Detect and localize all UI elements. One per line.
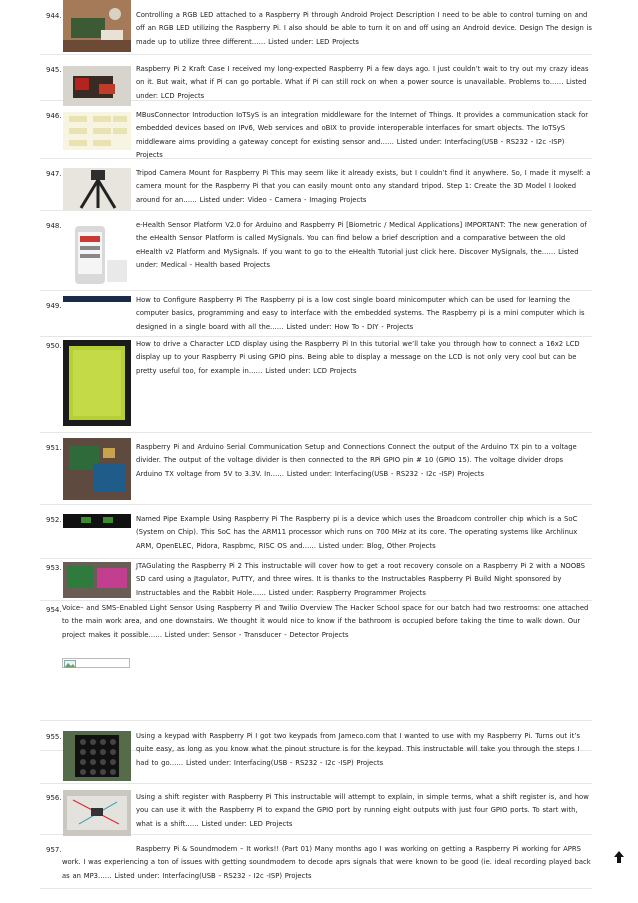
entry-description: MBusConnector Introduction IoTSyS is an integration middleware for the Internet of Things. It provides a communication stack for embedded devices based on IPv6, Web services and oBIX to provide interoperable interfaces for smart objects. The IoTSyS middleware aims providing a gateway concept for existing sensor and…… Listed under: Interfacing(USB - RS232 - I2c -ISP) Projects (136, 111, 589, 159)
thumbnail-strip[interactable] (63, 296, 131, 302)
arrow-up-icon[interactable] (614, 851, 624, 863)
entry-number: 951. (46, 444, 62, 452)
entry-number: 955. (46, 733, 62, 741)
entry-number: 948. (46, 222, 62, 230)
list-item (40, 782, 592, 835)
entry-description: Using a keypad with Raspberry Pi I got two keypads from Jameco.com that I wanted to use with my Raspberry Pi. Turns out it’s quite easy, as long as you know what the pinout structure is for the keypad. This instructable will take you through the steps I had to go…… Listed under: Interfacing(USB - RS232 - I2c -ISP) Projects (136, 732, 581, 767)
thumbnail-serial[interactable] (63, 438, 131, 500)
list-item (40, 54, 592, 101)
entry-description: Named Pipe Example Using Raspberry Pi The Raspberry pi is a device which uses the Broadcom controller chip which is a SoC (System on Chip). This SoC has the ARM11 processor which runs on 700 MHz at its core. The operating systems like Archlinux ARM, OpenELEC, Pidora, Raspbmc, RISC OS and…… Listed under: Blog, Other Projects (136, 515, 578, 550)
entry-number: 952. (46, 516, 62, 524)
list-item (40, 558, 592, 601)
list-item (40, 210, 592, 291)
entry-number: 954. (46, 606, 62, 614)
entry-description: Tripod Camera Mount for Raspberry Pi This may seem like it already exists, but I couldn’t find it anywhere. So, I made it myself: a camera mount for the Raspberry Pi that you can easily mount onto any standard tripod. Step 1: Create the 3D Model I looked around for an…… Listed under: Video - Camera - Imaging Projects (136, 169, 591, 204)
entry-description: Raspberry Pi 2 Kraft Case I received my long-expected Raspberry Pi a few days ago. I just couldn’t wait to try out my crazy ideas on it. But wait, what if Pi can go portable. What if Pi can still rock on when a power source is unavailable. Problems to…… Listed under: LCD Projects (136, 65, 589, 100)
entry-description: Controlling a RGB LED attached to a Raspberry Pi through Android Project Description I need to be able to control turning on and off an RGB LED utilizing the Raspberry Pi. I also should be able to turn it on and off using an Android device. Design The design is made up to utilize three different…… Listed under: LED Projects (136, 11, 592, 46)
thumbnail-phone[interactable] (63, 220, 131, 290)
entry-number: 950. (46, 342, 62, 350)
list-item (40, 504, 592, 559)
list-item (40, 100, 592, 159)
thumbnail-lcd[interactable] (63, 340, 131, 426)
list-item (40, 290, 592, 337)
thumbnail-pipe[interactable] (63, 514, 131, 528)
entry-description: Using a shift register with Raspberry Pi This instructable will attempt to explain, in simple terms, what a shift register is, and how you can use it with the Raspberry Pi to expand the GPIO port by running eight outputs with just four GPIO ports. To start with, what is a shift…… Listed under: LED Projects (136, 793, 589, 828)
entry-description: Voice– and SMS–Enabled Light Sensor Using Raspberry Pi and Twilio Overview The Hacker School space for our batch had two restrooms: one attached to the main work area, and one downstairs. We thought it would nice to know if the bathroom is occupied before taking the time to walk down. Our project makes it possible…… Listed under: Sensor - Transducer - Detector Projects (62, 604, 589, 639)
entry-description: How to drive a Character LCD display using the Raspberry Pi In this tutorial we’ll take you through how to connect a 16x2 LCD display up to your Raspberry Pi using GPIO pins. Being able to display a message on the LCD is not only very cool but can be pretty useful too, for example in…… Listed under: LCD Projects (136, 340, 580, 375)
thumbnail-keypad[interactable] (63, 731, 131, 781)
thumbnail-breadboard[interactable] (63, 790, 131, 836)
entry-number: 957. (46, 846, 62, 854)
entry-number: 944. (46, 12, 62, 20)
thumbnail-jtag[interactable] (63, 562, 131, 598)
thumbnail-rgb-led[interactable] (63, 0, 131, 52)
list-item (40, 158, 592, 211)
entry-description: e-Health Sensor Platform V2.0 for Arduino and Raspberry Pi [Biometric / Medical Applications] IMPORTANT: The new generation of the eHealth Sensor Platform is called MySignals. You can find below a brief description and a comparative between the old eHealth v2 Platform and MySignals. If you want to go to the eHealth Tutorial just click here. Discover MySignals, the…… Listed under: Medical - Health based Projects (136, 221, 587, 269)
entry-number: 946. (46, 112, 62, 120)
entry-number: 949. (46, 302, 62, 310)
broken-image-icon (62, 658, 130, 668)
entry-number: 947. (46, 170, 62, 178)
thumbnail-diagram[interactable] (63, 112, 131, 150)
list-item (40, 834, 592, 889)
entry-number: 945. (46, 66, 62, 74)
list-item (40, 336, 592, 433)
thumbnail-tripod[interactable] (63, 168, 131, 210)
entry-number: 953. (46, 564, 62, 572)
list-item (40, 0, 592, 55)
list-item (40, 720, 592, 784)
entry-description: Raspberry Pi & Soundmodem – It works!! (Part 01) Many months ago I was working on getting a Raspberry Pi working for APRS work. I was experiencing a ton of issues with getting soundmodem to decode aprs signals that were known to be good (ie. ideal recording played back as an MP3…… Listed under: Interfacing(USB - RS232 - I2c -ISP) Projects (62, 845, 591, 880)
entry-description: Raspberry Pi and Arduino Serial Communication Setup and Connections Connect the output of the Arduino TX pin to a voltage divider. The output of the voltage divider is then connected to the RPi GPIO pin # 10 (GPIO 15). The voltage divider drops Arduino TX voltage from 5V to 3.3V. In…… Listed under: Interfacing(USB - RS232 - I2c -ISP) Projects (136, 443, 577, 478)
list-item (40, 432, 592, 505)
entry-description: How to Configure Raspberry Pi The Raspberry pi is a low cost single board minicomputer which can be used for learning the computer basics, programming and easy to interface with the embedded systems. The Raspberry pi is a mini computer which is designed in a single board with all the…… Listed under: How To - DIY - Projects (136, 296, 585, 331)
entry-number: 956. (46, 794, 62, 802)
entry-description: JTAGulating the Raspberry Pi 2 This instructable will cover how to get a root recovery console on a Raspberry Pi 2 with a NOOBS SD card using a Jtagulator, PuTTY, and three wires. It is thanks to the Instructables Raspberry Pi Build Night sponsored by Instructables and the Rabbit Hole…… Listed under: Raspberry Programmer Projects (136, 562, 585, 597)
